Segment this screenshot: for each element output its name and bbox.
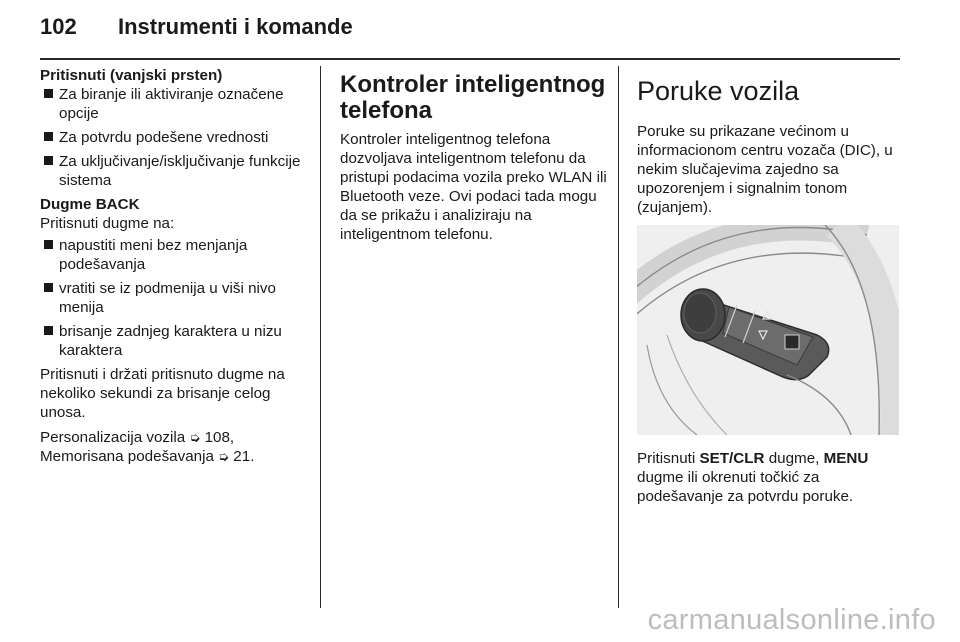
list-item: brisanje zadnjeg karaktera u nizu karaktera bbox=[40, 322, 302, 360]
button-name-set-clr: SET/CLR bbox=[699, 450, 765, 467]
xref-page-21[interactable]: 21. bbox=[233, 448, 255, 465]
column-right bbox=[637, 66, 902, 512]
bullet-icon bbox=[44, 156, 53, 165]
section-heading-vehicle-messages: Poruke vozila bbox=[637, 76, 800, 106]
column-divider bbox=[618, 66, 619, 608]
bullet-icon bbox=[44, 89, 53, 98]
stalk-drawing bbox=[637, 225, 899, 435]
steering-column-stalk-illustration bbox=[637, 225, 899, 435]
paragraph-press-intro: Pritisnuti dugme na: bbox=[40, 215, 175, 232]
column-left bbox=[40, 66, 302, 466]
subheading-back-button: Dugme BACK bbox=[40, 196, 140, 213]
page-ref-arrow-icon: ➭ bbox=[218, 449, 230, 464]
paragraph-smartphone: Kontroler inteligentnog telefona dozvoljava inteligentnom telefonu da pristupi podacima vozila preko WLAN ili Bluetooth veze. Ovi podaci tada mogu da se prikažu i analiziraju na inteligentnom telefonu. bbox=[340, 131, 607, 243]
list-item: Za potvrdu podešene vrednosti bbox=[40, 128, 302, 147]
section-heading-smartphone: Kontroler inteligentnog telefona bbox=[340, 71, 606, 124]
xref-memory-settings[interactable]: Memorisana podešavanja bbox=[40, 448, 214, 465]
bullet-icon bbox=[44, 240, 53, 249]
page-ref-arrow-icon: ➭ bbox=[189, 430, 201, 445]
bullet-list-press bbox=[40, 85, 302, 190]
paragraph-messages: Poruke su prikazane većinom u informacionom centru vozača (DIC), u nekim slučajevima zajedno sa upozorenjem i signalnim tonom (zujanjem). bbox=[637, 123, 893, 216]
paragraph-confirm: Pritisnuti SET/CLR dugme, MENU dugme ili okrenuti točkić za podešavanje za potvrdu poruke. bbox=[637, 450, 869, 505]
watermark: carmanualsonline.info bbox=[647, 604, 936, 636]
xref-personalization[interactable]: Personalizacija vozila bbox=[40, 429, 186, 446]
subheading-outer-ring: Pritisnuti (vanjski prsten) bbox=[40, 67, 223, 84]
column-divider bbox=[320, 66, 321, 608]
column-middle bbox=[340, 66, 608, 250]
bullet-icon bbox=[44, 326, 53, 335]
xref-page-108[interactable]: 108, bbox=[204, 429, 235, 446]
header-rule bbox=[40, 58, 900, 60]
page-header bbox=[40, 14, 353, 44]
page-number: 102 bbox=[40, 14, 77, 39]
button-name-menu: MENU bbox=[823, 450, 869, 467]
page-title: Instrumenti i komande bbox=[118, 14, 353, 39]
bullet-list-back bbox=[40, 236, 302, 360]
cross-references bbox=[40, 428, 302, 466]
list-item: Za biranje ili aktiviranje označene opcije bbox=[40, 85, 302, 123]
list-item: Za uključivanje/isključivanje funkcije sistema bbox=[40, 152, 302, 190]
bullet-icon bbox=[44, 132, 53, 141]
list-item: napustiti meni bez menjanja podešavanja bbox=[40, 236, 302, 274]
list-item: vratiti se iz podmenija u viši nivo menija bbox=[40, 279, 302, 317]
paragraph-hold: Pritisnuti i držati pritisnuto dugme na nekoliko sekundi za brisanje celog unosa. bbox=[40, 366, 285, 421]
bullet-icon bbox=[44, 283, 53, 292]
